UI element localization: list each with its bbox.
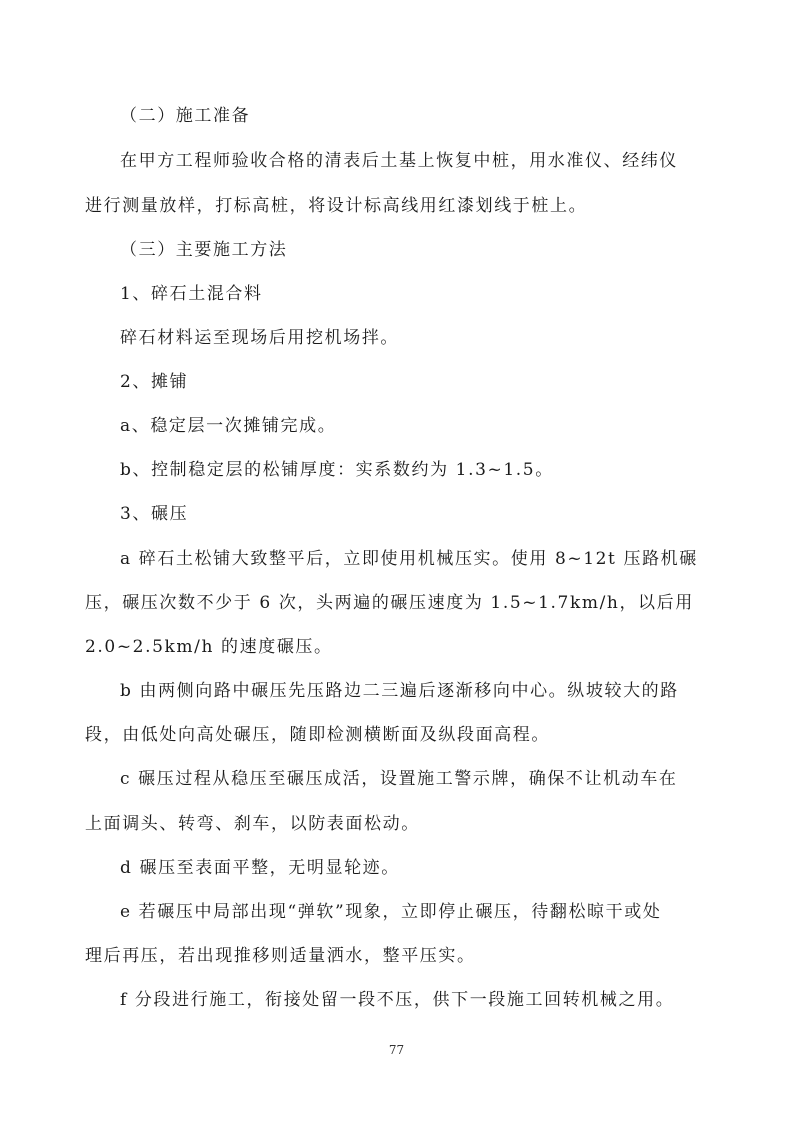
- paragraph-line: 上面调头、转弯、刹车，以防表面松动。: [85, 814, 420, 834]
- paragraph-line: a 碎石土松铺大致整平后，立即使用机械压实。使用 8~12t 压路机碾: [120, 549, 698, 569]
- page-number: 77: [388, 1043, 405, 1057]
- paragraph-line: c 碾压过程从稳压至碾压成活，设置施工警示牌，确保不让机动车在: [120, 769, 678, 789]
- paragraph-line: 在甲方工程师验收合格的清表后土基上恢复中桩，用水准仪、经纬仪: [120, 151, 678, 171]
- paragraph-line: 段，由低处向高处碾压，随即检测横断面及纵段面高程。: [85, 725, 550, 745]
- paragraph-line: 碎石材料运至现场后用挖机场拌。: [120, 328, 399, 348]
- subheading-paving: 2、摊铺: [120, 372, 189, 392]
- paragraph-line: d 碾压至表面平整，无明显轮迹。: [120, 858, 400, 878]
- paragraph-line: f 分段进行施工，衔接处留一段不压，供下一段施工回转机械之用。: [120, 990, 675, 1010]
- paragraph-line: b 由两侧向路中碾压先压路边二三遍后逐渐移向中心。纵坡较大的路: [120, 681, 679, 701]
- paragraph-line: 2.0~2.5km/h 的速度碾压。: [85, 637, 333, 657]
- section-heading-main-methods: （三）主要施工方法: [120, 240, 288, 260]
- paragraph-line: e 若碾压中局部出现“弹软”现象，立即停止碾压，待翻松晾干或处: [120, 902, 662, 922]
- section-heading-construction-preparation: （二）施工准备: [120, 106, 251, 126]
- subheading-gravel-soil-mixture: 1、碎石土混合料: [120, 284, 263, 304]
- paragraph-line: 压，碾压次数不少于 6 次，头两遍的碾压速度为 1.5~1.7km/h，以后用: [85, 593, 694, 613]
- paragraph-line: 进行测量放样，打标高桩，将设计标高线用红漆划线于桩上。: [85, 196, 588, 216]
- paragraph-line: 理后再压，若出现推移则适量洒水，整平压实。: [85, 946, 476, 966]
- paragraph-line: a、稳定层一次摊铺完成。: [120, 416, 337, 436]
- subheading-compaction: 3、碾压: [120, 504, 189, 524]
- paragraph-line: b、控制稳定层的松铺厚度：实系数约为 1.3~1.5。: [120, 460, 554, 480]
